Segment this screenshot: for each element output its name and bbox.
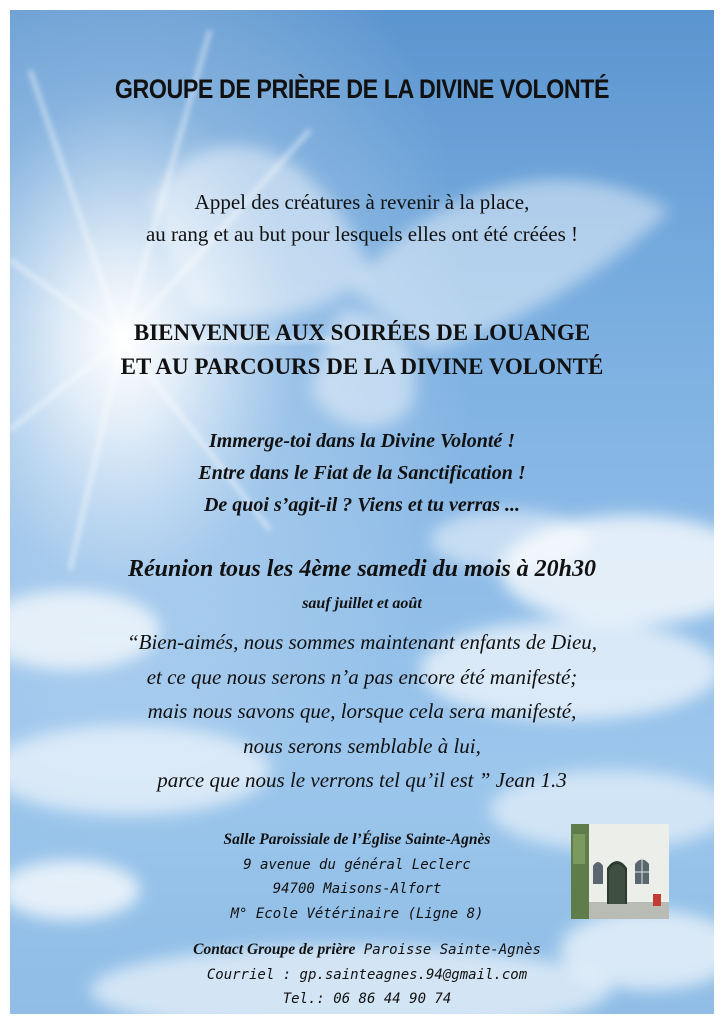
intro-text	[10, 186, 714, 250]
invite-line: De quoi s’agit-il ? Viens et tu verras ...	[203, 494, 521, 516]
metro-station: M° Ecole Vétérinaire (Ligne 8)	[230, 905, 484, 922]
poster	[10, 10, 714, 1014]
venue-name: Salle Paroissiale de l’Église Sainte-Agnès	[223, 831, 491, 848]
poster-title: GROUPE DE PRIÈRE DE LA DIVINE VOLONTÉ	[114, 74, 610, 104]
bible-quote	[10, 625, 714, 798]
quote-line: mais nous savons que, lorsque cela sera manifesté,	[147, 699, 577, 723]
intro-line: au rang et au but pour lesquels elles ont été créées !	[145, 222, 579, 246]
quote-line: et ce que nous serons n’a pas encore été manifesté;	[146, 664, 578, 689]
contact-parish: Paroisse Sainte-Agnès	[355, 942, 541, 958]
invite-line: Immerge-toi dans la Divine Volonté !	[208, 430, 516, 452]
street-address: 9 avenue du général Leclerc	[243, 856, 471, 873]
poster-content	[10, 10, 714, 1014]
city-address: 94700 Maisons-Alfort	[272, 881, 442, 897]
contact-phone: Tel.: 06 86 44 90 74	[282, 991, 452, 1007]
contact-email: Courriel : gp.sainteagnes.94@gmail.com	[206, 966, 528, 983]
quote-line: “Bien-aimés, nous sommes maintenant enfants de Dieu,	[126, 630, 598, 654]
invite-line: Entre dans le Fiat de la Sanctification !	[198, 462, 526, 484]
quote-line: nous serons semblable à lui,	[243, 733, 481, 758]
invitation-text	[10, 425, 714, 521]
welcome-heading	[10, 316, 714, 384]
contact-line	[10, 938, 714, 963]
church-entrance-photo-icon	[571, 824, 669, 919]
intro-line: Appel des créatures à revenir à la place,	[194, 190, 530, 214]
contact-block	[10, 938, 714, 1012]
welcome-line: ET AU PARCOURS DE LA DIVINE VOLONTÉ	[120, 354, 604, 379]
quote-line: parce que nous le verrons tel qu’il est ” Jean 1.3	[157, 768, 567, 792]
welcome-line: BIENVENUE AUX SOIRÉES DE LOUANGE	[133, 320, 591, 345]
meeting-schedule: Réunion tous les 4ème samedi du mois à 20h30	[127, 556, 597, 582]
contact-label: Contact Groupe de prière	[193, 941, 356, 958]
schedule-exception: sauf juillet et août	[302, 595, 422, 612]
